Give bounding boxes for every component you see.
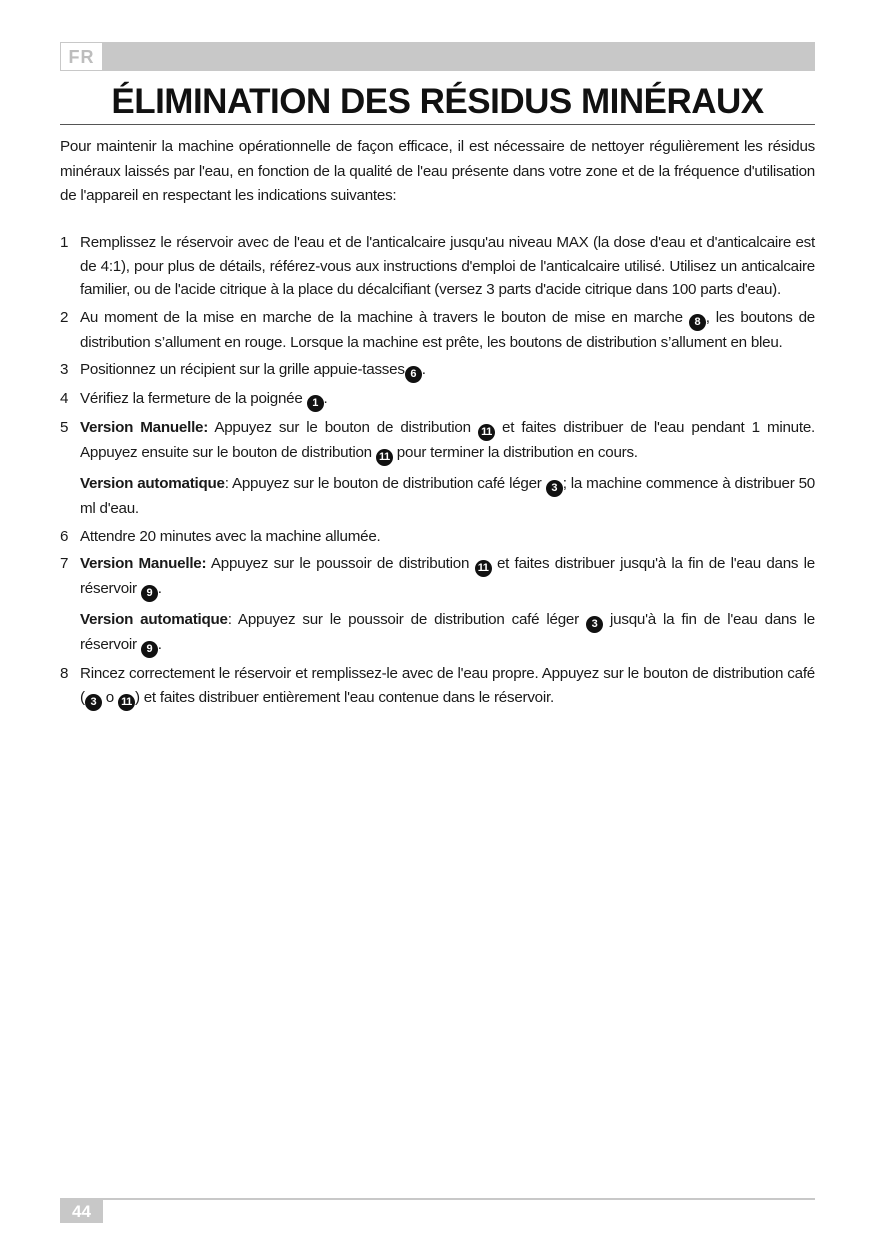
step-text: . [157,580,162,597]
step-number: 5 [60,419,69,436]
step-text: ) et faites distribuer entièrement l'eau contenue dans le réservoir. [134,688,554,706]
step-text: , les boutons de distribution s’allument en rouge. Lorsque la machine est prête, les boutons de distribution s’allument en bleu. [80,308,815,351]
dispense-button-ref-icon: 11 [478,424,495,441]
step-number: 3 [60,361,69,378]
step-text: et faites distribuer de l'eau pendant 1 minute. Appuyez ensuite sur le bouton de distribution [80,419,815,461]
step-number: 1 [60,234,69,251]
step-number: 2 [60,308,69,326]
automatic-version-block [80,472,815,521]
reservoir-ref-icon: 9 [141,641,158,658]
step-5 [60,416,815,521]
reservoir-ref-icon: 9 [141,585,158,602]
step-3 [60,358,815,383]
step-text: ; la machine commence à distribuer 50 ml d'eau. [80,475,815,517]
step-number: 8 [60,665,69,682]
manual-version-label: Version Manuelle: [80,419,209,436]
step-text: pour terminer la distribution en cours. [392,444,638,461]
title-divider [60,124,815,125]
step-6 [60,525,815,549]
step-text: Vérifiez la fermeture de la poignée [80,390,307,407]
step-text: et faites distribuer jusqu'à la fin de l'eau dans le réservoir [80,555,815,597]
step-number: 4 [60,390,69,407]
step-text: o [101,688,118,706]
step-text: : Appuyez sur le bouton de distribution café léger [224,475,546,492]
light-coffee-button-ref-icon: 3 [85,694,102,711]
step-1 [60,231,815,302]
step-text: . [157,636,162,653]
power-button-ref-icon: 8 [689,314,706,331]
step-7 [60,552,815,658]
light-coffee-button-ref-icon: 3 [546,480,563,497]
dispense-button-ref-icon: 11 [118,694,135,711]
automatic-version-label: Version automatique [80,611,228,628]
step-text: Appuyez sur le poussoir de distribution [206,555,475,572]
automatic-version-label: Version automatique [80,475,225,492]
handle-ref-icon: 1 [307,395,324,412]
step-text: Positionnez un récipient sur la grille appuie-tasses [80,361,405,378]
step-text: Appuyez sur le bouton de distribution [208,419,478,436]
cup-grid-ref-icon: 6 [405,366,422,383]
step-8 [60,662,815,711]
step-text: Au moment de la mise en marche de la machine à travers le bouton de mise en marche [80,308,689,326]
language-tag: FR [60,42,103,71]
footer-divider [60,1198,815,1200]
step-number: 6 [60,527,69,545]
step-text: : Appuyez sur le poussoir de distribution café léger [227,611,586,628]
page-title: ÉLIMINATION DES RÉSIDUS MINÉRAUX [111,82,764,121]
step-4 [60,387,815,412]
automatic-version-block [80,608,815,658]
intro-paragraph: Pour maintenir la machine opérationnelle de façon efficace, il est nécessaire de nettoyer régulièrement les résidus minéraux laissés par l'eau, en fonction de la qualité de l'eau présente dans votre zone et de la fréquence d'utilisation de l'appareil en respectant les indications suivantes: [60,138,815,204]
step-text: Rincez correctement le réservoir et remplissez-le avec de l'eau propre. Appuyez sur le bouton de distribution café ( [80,665,815,706]
step-2 [60,306,815,355]
light-coffee-button-ref-icon: 3 [586,616,603,633]
dispense-button-ref-icon: 11 [376,449,393,466]
header-bar [60,42,815,71]
dispense-button-ref-icon: 11 [475,560,492,577]
step-text: Attendre 20 minutes avec la machine allumée. [80,527,381,545]
step-number: 7 [60,555,69,572]
step-text: jusqu'à la fin de l'eau dans le réservoir [80,611,815,653]
step-text: . [323,390,328,407]
steps-list [60,231,815,715]
step-text: Remplissez le réservoir avec de l'eau et de l'anticalcaire jusqu'au niveau MAX (la dose d'eau et d'anticalcaire est de 4:1), pour plus de détails, référez-vous aux instructions d'emploi de l'anticalcaire utilisé. Utilisez un anticalcaire familier, ou de l'acide citrique à la place du décalcifiant (versez 3 parts d'acide citrique dans 100 parts d'eau). [80,234,815,298]
step-text: . [421,361,426,378]
manual-version-label: Version Manuelle: [80,555,207,572]
page-number: 44 [60,1200,103,1223]
